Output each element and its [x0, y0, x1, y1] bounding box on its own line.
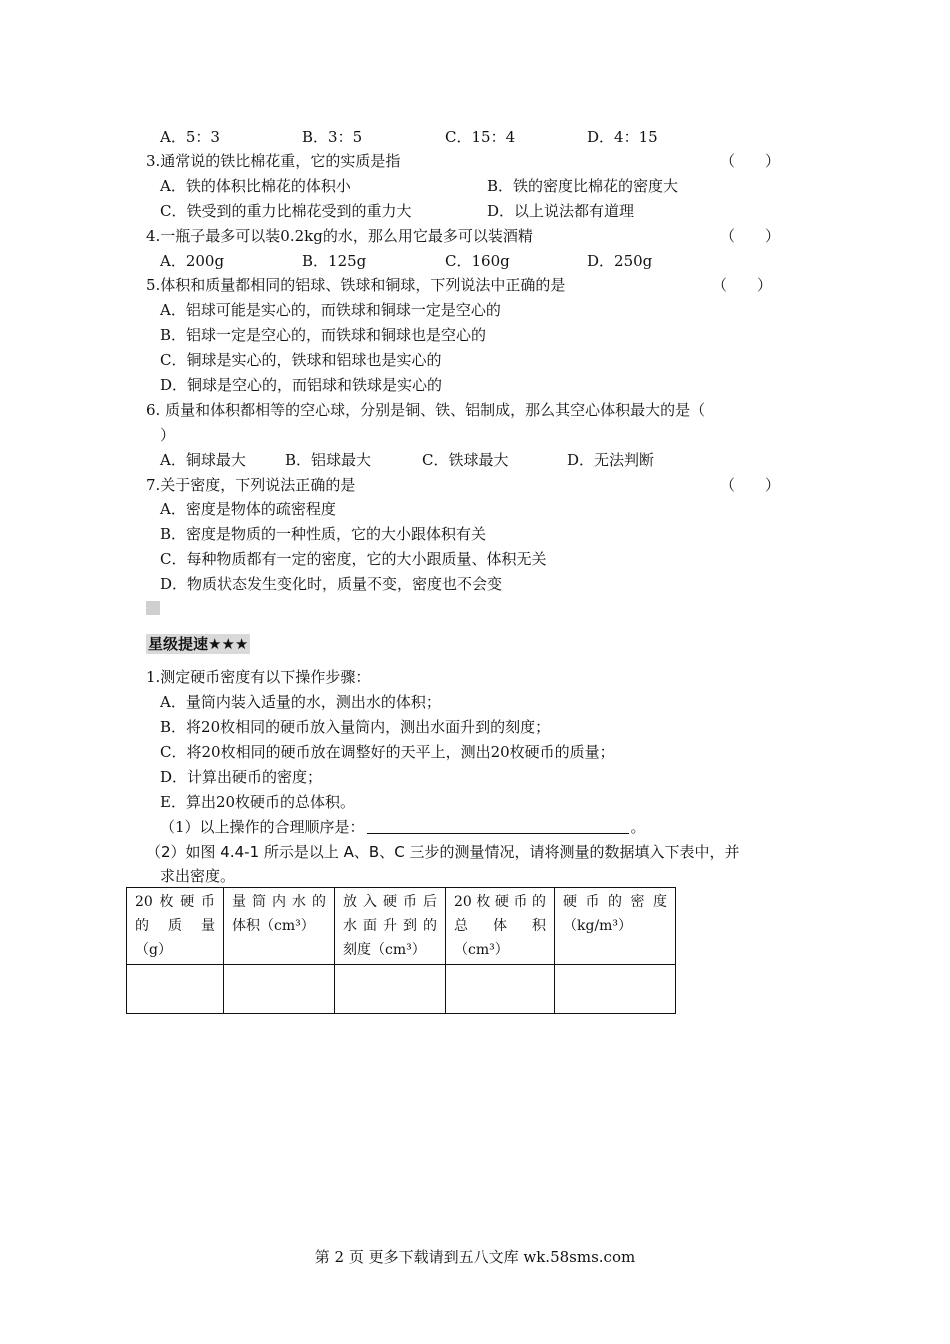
- q4-option-a: A．200g: [160, 252, 225, 270]
- q2-option-d: D．4：15: [587, 128, 658, 146]
- q2-option-b: B．3：5: [302, 128, 363, 146]
- q5-option-b: B．铝球一定是空心的，而铁球和铜球也是空心的: [160, 326, 487, 344]
- q5-option-c: C．铜球是实心的，铁球和铝球也是实心的: [160, 351, 442, 369]
- cell-water-level[interactable]: [335, 965, 446, 1014]
- q7-stem: 7.关于密度，下列说法正确的是: [146, 476, 356, 494]
- q3-stem: 3.通常说的铁比棉花重，它的实质是指: [146, 152, 401, 170]
- s1-step-a: A．量筒内装入适量的水，测出水的体积；: [160, 693, 441, 711]
- q4-option-c: C．160g: [445, 252, 510, 270]
- q2-option-c: C．15：4: [445, 128, 516, 146]
- cell-total-volume[interactable]: [446, 965, 555, 1014]
- q4-stem: 4.一瓶子最多可以装0.2kg的水，那么用它最多可以装酒精: [146, 227, 533, 245]
- cell-coin-mass[interactable]: [127, 965, 224, 1014]
- header-water-volume: 量筒内水的 体积（cm³）: [224, 888, 335, 965]
- s1-step-b: B．将20枚相同的硬币放入量筒内，测出水面升到的刻度；: [160, 718, 551, 736]
- q7-option-d: D．物质状态发生变化时，质量不变，密度也不会变: [160, 575, 503, 593]
- q6-option-a: A．铜球最大: [160, 451, 246, 469]
- q4-option-d: D．250g: [587, 252, 653, 270]
- decorative-square: [146, 601, 160, 615]
- q3-option-a: A．铁的体积比棉花的体积小: [160, 177, 351, 195]
- header-coin-mass: 20枚硬币 的 质 量 （g）: [127, 888, 224, 965]
- q4-answer-paren: （ ）: [720, 227, 781, 245]
- measurement-table: [126, 887, 676, 1014]
- s1-part1-prefix: （1）以上操作的合理顺序是：: [160, 818, 365, 836]
- table-row: [127, 965, 676, 1014]
- q7-option-b: B．密度是物质的一种性质，它的大小跟体积有关: [160, 525, 487, 543]
- s1-part2-line2: 求出密度。: [160, 867, 236, 885]
- table-header-row: [127, 888, 676, 965]
- q7-option-c: C．每种物质都有一定的密度，它的大小跟质量、体积无关: [160, 550, 547, 568]
- q2-option-a: A．5：3: [160, 128, 220, 146]
- q5-option-d: D．铜球是空心的，而铝球和铁球是实心的: [160, 376, 443, 394]
- s1-step-d: D．计算出硬币的密度；: [160, 768, 323, 786]
- answer-blank[interactable]: [367, 817, 629, 834]
- q5-stem: 5.体积和质量都相同的铝球、铁球和铜球，下列说法中正确的是: [146, 276, 566, 294]
- q3-option-d: D．以上说法都有道理: [487, 202, 635, 220]
- q6-stem-continued: ）: [160, 426, 176, 444]
- q6-option-d: D．无法判断: [567, 451, 655, 469]
- section-title: 星级提速★★★: [148, 635, 249, 653]
- header-water-level: 放入硬币后 水面升到的 刻度（cm³）: [335, 888, 446, 965]
- header-density: 硬币的密度 （kg/m³）: [555, 888, 676, 965]
- q7-option-a: A．密度是物体的疏密程度: [160, 500, 336, 518]
- q3-option-b: B．铁的密度比棉花的密度大: [487, 177, 679, 195]
- s1-part2-line1: （2）如图 4.4-1 所示是以上 A、B、C 三步的测量情况，请将测量的数据填入下表中，并: [146, 843, 740, 861]
- s1-stem: 1.测定硬币密度有以下操作步骤：: [146, 668, 371, 686]
- page-footer: 第 2 页 更多下载请到五八文库 wk.58sms.com: [314, 1248, 636, 1266]
- q6-stem: 6. 质量和体积都相等的空心球，分别是铜、铁、铝制成，那么其空心体积最大的是（: [146, 401, 706, 419]
- q7-answer-paren: （ ）: [720, 476, 781, 494]
- s1-step-e: E．算出20枚硬币的总体积。: [160, 793, 356, 811]
- cell-water-volume[interactable]: [224, 965, 335, 1014]
- s1-part1-suffix: 。: [630, 818, 646, 836]
- cell-density[interactable]: [555, 965, 676, 1014]
- q4-option-b: B．125g: [302, 252, 367, 270]
- q3-answer-paren: （ ）: [720, 152, 781, 170]
- s1-part1: [160, 817, 646, 837]
- header-total-volume: 20枚硬币的 总 体 积 （cm³）: [446, 888, 555, 965]
- q6-option-b: B．铝球最大: [285, 451, 372, 469]
- q5-answer-paren: （ ）: [712, 276, 773, 294]
- s1-step-c: C．将20枚相同的硬币放在调整好的天平上，测出20枚硬币的质量；: [160, 743, 615, 761]
- q3-option-c: C．铁受到的重力比棉花受到的重力大: [160, 202, 412, 220]
- q5-option-a: A．铝球可能是实心的，而铁球和铜球一定是空心的: [160, 301, 501, 319]
- q6-option-c: C．铁球最大: [422, 451, 509, 469]
